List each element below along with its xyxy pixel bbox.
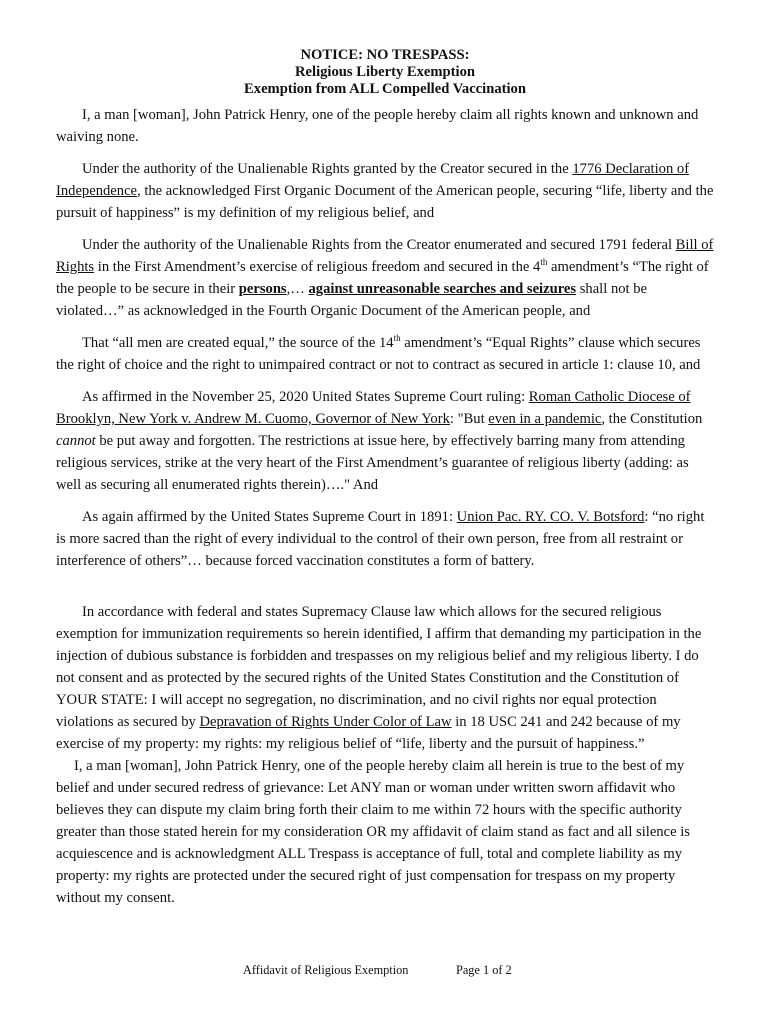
- ordinal-superscript: th: [540, 257, 548, 267]
- paragraph-text: in 18 USC 241 and 242 because of my exercise of my property: my rights: my religious belief of “life, liberty and the pursuit of happiness.”: [56, 714, 681, 752]
- paragraph-supremacy-clause: [56, 601, 714, 755]
- paragraph-botsford-ruling: [56, 506, 714, 572]
- paragraph-text: Under the authority of the Unalienable Rights granted by the Creator secured in the: [82, 161, 573, 177]
- paragraph-text: As again affirmed by the United States Supreme Court in 1891:: [82, 509, 457, 525]
- title-line-3: Exemption from ALL Compelled Vaccination: [244, 81, 526, 97]
- paragraph-text: I, a man [woman], John Patrick Henry, one of the people hereby claim all rights known and unknown and waiving none.: [56, 107, 699, 145]
- paragraph-text: be put away and forgotten. The restrictions at issue here, by effectively barring many from attending religious services, strike at the very heart of the First Amendment’s guarantee of religious liberty (adding: as well as securing all enumerated rights therein)…." And: [56, 433, 689, 493]
- footer-document-name: Affidavit of Religious Exemption: [243, 963, 409, 977]
- paragraph-declaration: [56, 158, 714, 224]
- paragraph-text: : "But: [449, 411, 489, 427]
- emphasis-persons: persons: [238, 281, 287, 297]
- paragraph-text: That “all men are created equal,” the source of the 14: [82, 335, 394, 351]
- paragraph-text: amendment’s “Equal Rights” clause which secures the right of choice and the right to unimpaired contract or not to contract as secured in article 1: clause 10, and: [56, 335, 701, 373]
- paragraph-cuomo-ruling: [56, 386, 714, 496]
- document-title: [56, 47, 714, 98]
- emphasis-cannot: cannot: [56, 433, 96, 449]
- paragraph-claim-rights: [56, 104, 714, 148]
- case-reference-cuomo: Roman Catholic Diocese of Brooklyn, New York v. Andrew M. Cuomo, Governor of New York: [56, 389, 691, 427]
- ordinal-superscript: th: [393, 333, 401, 343]
- paragraph-text: I, a man [woman], John Patrick Henry, one of the people hereby claim all herein is true to the best of my belief and under secured redress of grievance: Let ANY man or woman under written sworn affidavit who believes they can dispute my claim bring forth their claim to me within 72 hours with the specific authority greater than those stated herein for my consideration OR my affidavit of claim stand as fact and all silence is acquiescence and is acknowledgment ALL Trespass is acceptance of full, total and complete liability as my property: my rights are protected under the secured right of just compensation for trespass on my property without my consent.: [56, 758, 690, 906]
- paragraph-equal-rights: [56, 332, 714, 376]
- case-reference-botsford: Union Pac. RY. CO. V. Botsford: [456, 509, 645, 525]
- declaration-reference: 1776 Declaration of Independence: [56, 161, 690, 199]
- footer-page-number: Page 1 of 2: [456, 963, 512, 977]
- paragraph-text: In accordance with federal and states Supremacy Clause law which allows for the secured religious exemption for immunization requirements so herein identified, I affirm that demanding my participation in the injection of dubious substance is forbidden and trespasses on my religious belief and my religious liberty. I do not consent and as protected by the secured rights of the United States Constitution and the Constitution of YOUR STATE: I will accept no segregation, no discrimination, and no civil rights nor equal protection violations as secured by: [56, 604, 702, 730]
- title-line-1: NOTICE: NO TRESPASS:: [300, 47, 470, 63]
- paragraph-text: Under the authority of the Unalienable Rights from the Creator enumerated and secured 1791 federal: [82, 237, 676, 253]
- bill-of-rights-reference: Bill of Rights: [56, 237, 714, 275]
- paragraph-text: : “no right is more sacred than the right of every individual to the control of their own person, free from all restraint or interference of others”… because forced vaccination constitutes a form of battery.: [56, 509, 705, 569]
- paragraph-text: As affirmed in the November 25, 2020 United States Supreme Court ruling:: [82, 389, 529, 405]
- emphasis-searches-seizures: against unreasonable searches and seizures: [308, 281, 577, 297]
- paragraph-text: shall not be violated…” as acknowledged in the Fourth Organic Document of the American people, and: [56, 281, 648, 319]
- paragraph-text: in the First Amendment’s exercise of religious freedom and secured in the 4: [94, 259, 541, 275]
- paragraph-text: ,…: [286, 281, 309, 297]
- paragraph-text: , the Constitution: [601, 411, 703, 427]
- title-line-2: Religious Liberty Exemption: [295, 64, 475, 80]
- law-reference-color-of-law: Depravation of Rights Under Color of Law: [199, 714, 452, 730]
- paragraph-text: , the acknowledged First Organic Document of the American people, securing “life, liberty and the pursuit of happiness” is my definition of my religious belief, and: [56, 183, 714, 221]
- paragraph-bill-of-rights: [56, 234, 714, 322]
- paragraph-text: amendment’s “The right of the people to be secure in their: [56, 259, 709, 297]
- paragraph-affidavit-claim: [56, 755, 714, 909]
- emphasis-pandemic: even in a pandemic: [488, 411, 602, 427]
